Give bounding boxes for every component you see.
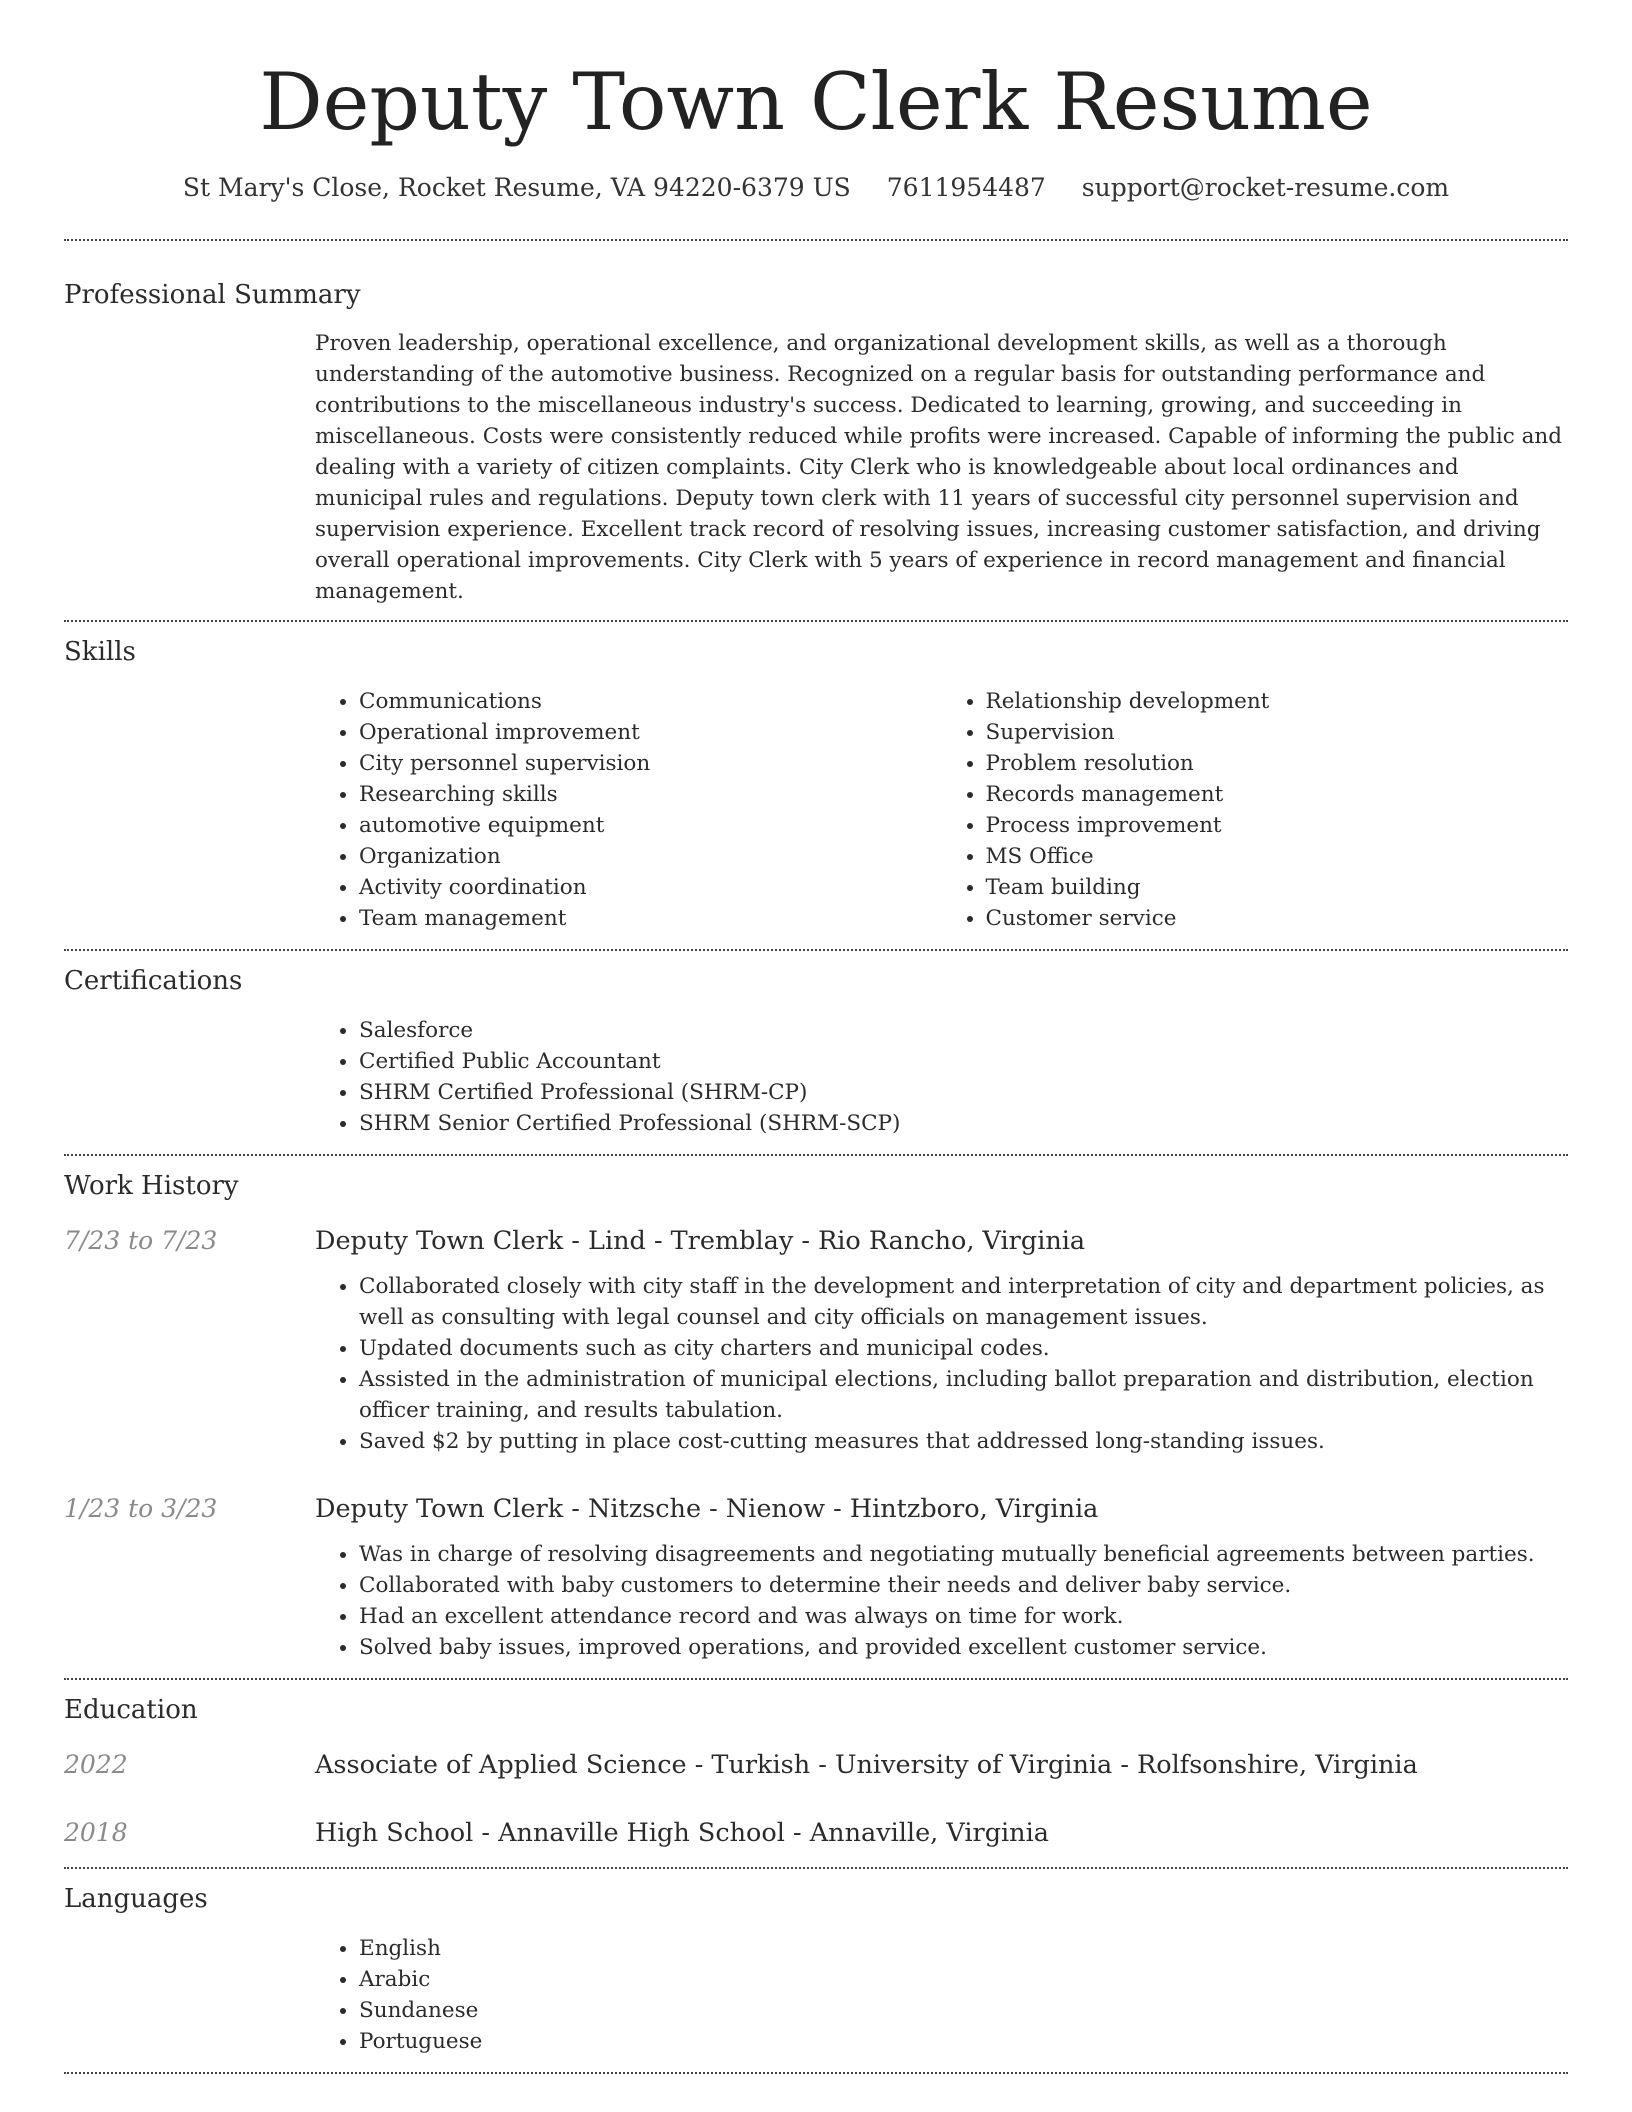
job-title [315,1223,1568,1259]
education-entry [64,1747,1568,1783]
education-degree: Associate of Applied Science - Turkish [315,1750,811,1780]
job-bullets [315,1527,1568,1663]
languages-section [64,1869,1568,2072]
skill-item: • Supervision [986,717,1569,748]
job-details [315,1223,1568,1457]
skill-item: • Operational improvement [359,717,942,748]
job-details [315,1491,1568,1663]
education-section [64,1680,1568,1867]
job-title [315,1491,1568,1527]
job-entry [64,1223,1568,1457]
job-bullet: • Collaborated with baby customers to determine their needs and deliver baby service. [359,1570,1568,1601]
language-item: • Arabic [359,1964,1568,1995]
job-date: 1/23 to 3/23 [64,1494,218,1523]
summary-heading: Professional Summary [64,280,361,310]
job-employer: - Lind - Tremblay - Rio Rancho, Virginia [563,1226,1086,1256]
skills-list-right [942,686,1569,934]
skill-item: • Records management [986,779,1569,810]
skill-item: • Organization [359,841,942,872]
contact-phone: 7611954487 [886,173,1046,202]
skill-item: • Team building [986,872,1569,903]
languages-heading: Languages [64,1884,208,1914]
job-bullet: • Was in charge of resolving disagreements and negotiating mutually beneficial agreements between parties. [359,1539,1568,1570]
skill-item: • City personnel supervision [359,748,942,779]
languages-list [315,1933,1568,2057]
skill-item: • Relationship development [986,686,1569,717]
summary-text: Proven leadership, operational excellence, and organizational development skills, as well as a thorough understanding of the automotive business. Recognized on a regular basis for outstanding performance and contributions to the miscellaneous industry's success. Dedicated to learning, growing, and succeeding in miscellaneous. Costs were consistently reduced while profits were increased. Capable of informing the public and dealing with a variety of citizen complaints. City Clerk who is knowledgeable about local ordinances and municipal rules and regulations. Deputy town clerk with 11 years of successful city personnel supervision and supervision experience. Excellent track record of resolving issues, increasing customer satisfaction, and driving overall operational improvements. City Clerk with 5 years of experience in record management and financial management. [315,331,1563,604]
skill-item: • Researching skills [359,779,942,810]
language-item: • English [359,1933,1568,1964]
certification-item: • SHRM Senior Certified Professional (SHRM-SCP) [359,1108,1568,1139]
job-bullets [315,1259,1568,1457]
education-date: 2018 [64,1818,128,1847]
languages-body [315,1917,1568,2072]
skill-item: • Customer service [986,903,1569,934]
job-bullet: • Solved baby issues, improved operations, and provided excellent customer service. [359,1632,1568,1663]
language-item: • Sundanese [359,1995,1568,2026]
job-role: Deputy Town Clerk [315,1494,564,1524]
education-school: - University of Virginia - Rolfsonshire, Virginia [810,1750,1418,1780]
job-bullet: • Collaborated closely with city staff in the development and interpretation of city and department policies, as well as consulting with legal counsel and city officials on management issues. [359,1271,1568,1333]
skills-heading: Skills [64,637,136,667]
contact-line [64,170,1568,206]
skill-item: • automotive equipment [359,810,942,841]
education-school: - Annaville High School - Annaville, Virginia [473,1818,1049,1848]
certifications-heading: Certifications [64,966,243,996]
contact-address: St Mary's Close, Rocket Resume, VA 94220-6379 US [182,173,851,202]
skills-list-left [315,686,942,934]
resume-header [64,0,1568,206]
certifications-list [315,1015,1568,1139]
job-bullet: • Saved $2 by putting in place cost-cutting measures that addressed long-standing issues. [359,1426,1568,1457]
work-heading: Work History [64,1171,239,1201]
certifications-section [64,951,1568,1154]
job-bullet: • Had an excellent attendance record and was always on time for work. [359,1601,1568,1632]
section-divider [64,2072,1568,2074]
job-role: Deputy Town Clerk [315,1226,564,1256]
education-details [315,1747,1568,1783]
certifications-body [315,999,1568,1154]
job-entry [64,1491,1568,1678]
skill-item: • Communications [359,686,942,717]
skill-item: • Process improvement [986,810,1569,841]
certification-item: • Salesforce [359,1015,1568,1046]
skill-item: • Activity coordination [359,872,942,903]
education-date: 2022 [64,1750,128,1779]
work-section [64,1156,1568,1678]
education-details [315,1815,1568,1851]
contact-email: support@rocket-resume.com [1081,173,1450,202]
resume-title: Deputy Town Clerk Resume [259,56,1373,148]
skill-item: • MS Office [986,841,1569,872]
job-date: 7/23 to 7/23 [64,1226,218,1255]
education-degree: High School [315,1818,474,1848]
summary-body [315,313,1568,620]
language-item: • Portuguese [359,2026,1568,2057]
job-bullet: • Assisted in the administration of municipal elections, including ballot preparation and distribution, election officer training, and results tabulation. [359,1364,1568,1426]
skills-section [64,622,1568,949]
skill-item: • Team management [359,903,942,934]
certification-item: • SHRM Certified Professional (SHRM-CP) [359,1077,1568,1108]
certification-item: • Certified Public Accountant [359,1046,1568,1077]
education-heading: Education [64,1695,198,1725]
skill-item: • Problem resolution [986,748,1569,779]
job-employer: - Nitzsche - Nienow - Hintzboro, Virginia [563,1494,1099,1524]
education-entry [64,1815,1568,1867]
job-bullet: • Updated documents such as city charters and municipal codes. [359,1333,1568,1364]
skills-columns [315,670,1568,949]
summary-section [64,241,1568,620]
